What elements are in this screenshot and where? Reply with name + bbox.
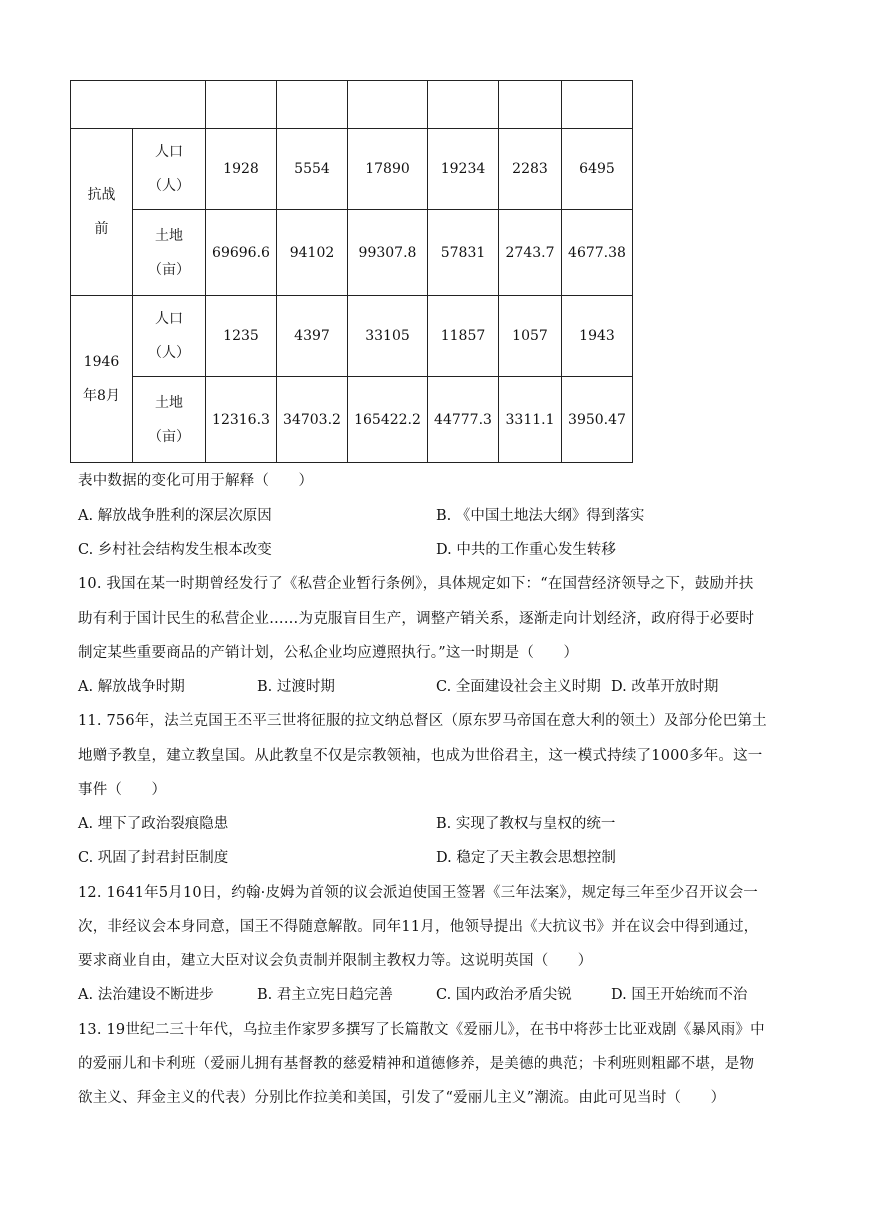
group-label-line: 前 — [94, 221, 109, 237]
data-table — [70, 80, 633, 463]
row-type-line: 人口 — [155, 311, 183, 327]
q9-stem: 表中数据的变化可用于解释（ ） — [78, 473, 314, 489]
q11-option-a[interactable]: A. 埋下了政治裂痕隐患 — [78, 816, 229, 832]
value-cell: 19234 — [428, 129, 499, 210]
q11-stem-line: 事件（ ） — [78, 782, 167, 798]
q11-stem-line: 地赠予教皇，建立教皇国。从此教皇不仅是宗教领袖，也成为世俗君主，这一模式持续了1000多年。这一 — [78, 748, 763, 764]
q11-stem-line: 11. 756年，法兰克国王丕平三世将征服的拉文纳总督区（原东罗马帝国在意大利的领土）及部分伦巴第土 — [78, 713, 767, 729]
q11-option-b[interactable]: B. 实现了教权与皇权的统一 — [436, 816, 616, 832]
value-cell: 44777.3 — [428, 377, 499, 463]
value-cell: 1928 — [206, 129, 277, 210]
row-type-line: 土地 — [155, 394, 183, 411]
value-cell: 34703.2 — [277, 377, 348, 463]
table-row — [71, 377, 633, 463]
value-cell: 17890 — [348, 129, 428, 210]
header-cell — [428, 81, 499, 129]
q12-option-d[interactable]: D. 国王开始统而不治 — [611, 987, 748, 1003]
q10-option-b[interactable]: B. 过渡时期 — [257, 679, 335, 695]
q10-stem-line: 10. 我国在某一时期曾经发行了《私营企业暂行条例》，具体规定如下：“在国营经济领导之下，鼓励并扶 — [78, 576, 754, 592]
q10-stem-line: 助有利于国计民生的私营企业……为克服盲目生产，调整产销关系，逐渐走向计划经济，政府得于必要时 — [78, 611, 755, 627]
row-type-line: 土地 — [155, 227, 183, 244]
value-cell: 3311.1 — [499, 377, 562, 463]
row-type-cell — [133, 129, 206, 210]
q11-option-c[interactable]: C. 巩固了封君封臣制度 — [78, 850, 229, 866]
value-cell: 6495 — [562, 129, 633, 210]
q12-stem-line: 12. 1641年5月10日，约翰·皮姆为首领的议会派迫使国王签署《三年法案》，规定每三年至少召开议会一 — [78, 885, 759, 901]
header-cell — [348, 81, 428, 129]
q9-option-b[interactable]: B. 《中国土地法大纲》得到落实 — [436, 508, 645, 524]
value-cell: 3950.47 — [562, 377, 633, 463]
header-cell — [499, 81, 562, 129]
q9-option-c[interactable]: C. 乡村社会结构发生根本改变 — [78, 542, 272, 558]
value-cell: 99307.8 — [348, 210, 428, 296]
q9-option-a[interactable]: A. 解放战争胜利的深层次原因 — [78, 508, 272, 524]
value-cell: 5554 — [277, 129, 348, 210]
table-row — [71, 296, 633, 377]
group-label-cell — [71, 129, 133, 296]
value-cell: 33105 — [348, 296, 428, 377]
q12-stem-line: 要求商业自由，建立大臣对议会负责制并限制主教权力等。这说明英国（ ） — [78, 953, 593, 969]
q12-option-b[interactable]: B. 君主立宪日趋完善 — [257, 987, 393, 1003]
value-cell: 1235 — [206, 296, 277, 377]
row-type-line: （人） — [148, 178, 190, 194]
table-row — [71, 129, 633, 210]
row-type-cell — [133, 210, 206, 296]
value-cell: 11857 — [428, 296, 499, 377]
value-cell: 69696.6 — [206, 210, 277, 296]
value-cell: 4397 — [277, 296, 348, 377]
value-cell: 57831 — [428, 210, 499, 296]
q13-stem-line: 的爱丽儿和卡利班（爱丽儿拥有基督教的慈爱精神和道德修养，是美德的典范；卡利班则粗鄙不堪，是物 — [78, 1056, 755, 1072]
q12-option-a[interactable]: A. 法治建设不断进步 — [78, 987, 214, 1003]
q12-stem-line: 次，非经议会本身同意，国王不得随意解散。同年11月，他领导提出《大抗议书》并在议会中得到通过， — [78, 919, 759, 935]
row-type-cell — [133, 377, 206, 463]
value-cell: 2743.7 — [499, 210, 562, 296]
q10-option-c[interactable]: C. 全面建设社会主义时期 — [436, 679, 601, 695]
group-label-line: 年8月 — [83, 388, 120, 404]
group-label-line: 抗战 — [87, 187, 116, 203]
q10-option-a[interactable]: A. 解放战争时期 — [78, 679, 185, 695]
header-cell — [206, 81, 277, 129]
q10-option-d[interactable]: D. 改革开放时期 — [611, 679, 719, 695]
value-cell: 4677.38 — [562, 210, 633, 296]
header-cell — [562, 81, 633, 129]
q10-stem-line: 制定某些重要商品的产销计划，公私企业均应遵照执行。”这一时期是（ ） — [78, 645, 579, 661]
value-cell: 165422.2 — [348, 377, 428, 463]
value-cell: 12316.3 — [206, 377, 277, 463]
header-cell — [277, 81, 348, 129]
group-label-cell — [71, 296, 133, 463]
value-cell: 94102 — [277, 210, 348, 296]
value-cell: 1057 — [499, 296, 562, 377]
value-cell: 1943 — [562, 296, 633, 377]
table-row — [71, 210, 633, 296]
row-type-cell — [133, 296, 206, 377]
header-cell — [71, 81, 206, 129]
q13-stem-line: 欲主义、拜金主义的代表）分别比作拉美和美国，引发了“爱丽儿主义”潮流。由此可见当时（ ） — [78, 1090, 726, 1106]
row-type-line: （人） — [148, 345, 190, 361]
row-type-line: （亩） — [148, 261, 190, 278]
q12-option-c[interactable]: C. 国内政治矛盾尖锐 — [436, 987, 572, 1003]
q11-option-d[interactable]: D. 稳定了天主教会思想控制 — [436, 850, 616, 866]
table-header-row — [71, 81, 633, 129]
group-label-line: 1946 — [83, 354, 120, 370]
q9-option-d[interactable]: D. 中共的工作重心发生转移 — [436, 542, 616, 558]
value-cell: 2283 — [499, 129, 562, 210]
row-type-line: （亩） — [148, 428, 190, 445]
row-type-line: 人口 — [155, 144, 183, 160]
q13-stem-line: 13. 19世纪二三十年代，乌拉圭作家罗多撰写了长篇散文《爱丽儿》，在书中将莎士比亚戏剧《暴风雨》中 — [78, 1022, 765, 1038]
